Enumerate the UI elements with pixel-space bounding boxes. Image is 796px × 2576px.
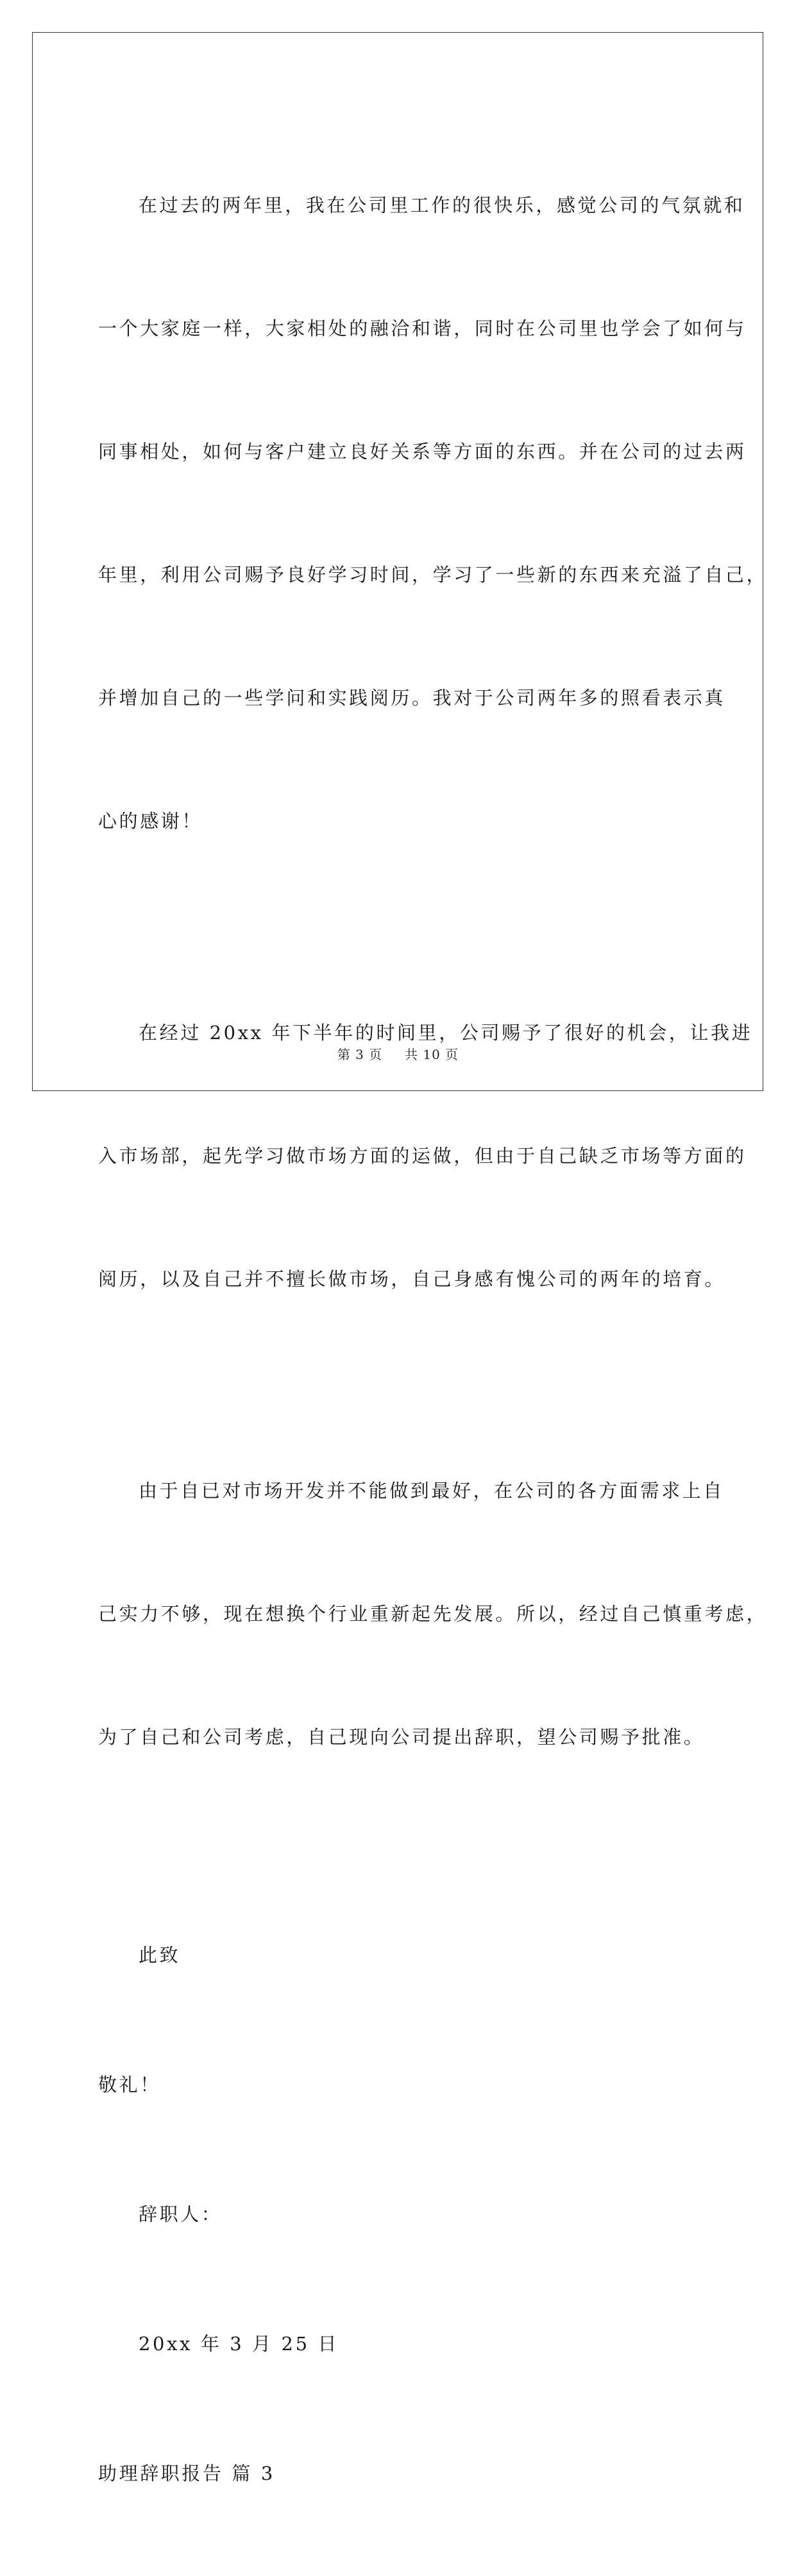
paragraph-line: 年里，利用公司赐予良好学习时间，学习了一些新的东西来充溢了自己， — [98, 564, 768, 586]
paragraph-line: 为了自己和公司考虑，自己现向公司提出辞职，望公司赐予批准。 — [98, 1726, 705, 1748]
paragraph-line: 并增加自己的一些学问和实践阅历。我对于公司两年多的照看表示真 — [98, 687, 726, 709]
paragraph-line: 阅历，以及自己并不擅长做市场，自己身感有愧公司的两年的培育。 — [98, 1268, 726, 1290]
paragraph-line: 由于自已对市场开发并不能做到最好，在公司的各方面需求上自 — [139, 1480, 724, 1502]
signature-label: 辞职人： — [139, 2203, 223, 2225]
closing-phrase: 此致 — [139, 1944, 181, 1966]
paragraph-line: 己实力不够，现在想换个行业重新起先发展。所以，经过自己慎重考虑， — [98, 1603, 768, 1625]
paragraph-line: 心的感谢！ — [98, 810, 203, 832]
document-body — [98, 103, 768, 2576]
letter-date: 20xx 年 3 月 25 日 — [139, 2333, 339, 2355]
paragraph-market-department — [98, 930, 753, 1382]
page-total: 共 10 页 — [405, 1047, 459, 1062]
paragraph-line: 入市场部，起先学习做市场方面的运做，但由于自己缺乏市场等方面的 — [98, 1145, 747, 1167]
section-heading: 助理辞职报告 篇 3 — [98, 2462, 275, 2484]
paragraph-line: 同事相处，如何与客户建立良好关系等方面的东西。并在公司的过去两 — [98, 441, 747, 462]
paragraph-gratitude — [98, 103, 768, 924]
paragraph-line: 在经过 20xx 年下半年的时间里，公司赐予了很好的机会，让我进 — [139, 1022, 753, 1044]
page-number: 第 3 页 — [337, 1047, 383, 1062]
paragraph-line: 在过去的两年里，我在公司里工作的很快乐，感觉公司的气氛就和 — [139, 194, 745, 216]
closing-block — [98, 1846, 701, 2576]
page-footer — [0, 1044, 796, 1063]
salutation: 敬礼！ — [98, 2074, 161, 2096]
paragraph-line: 一个大家庭一样，大家相处的融洽和谐，同时在公司里也学会了如何与 — [98, 318, 747, 339]
paragraph-resignation-reason — [98, 1388, 768, 1840]
